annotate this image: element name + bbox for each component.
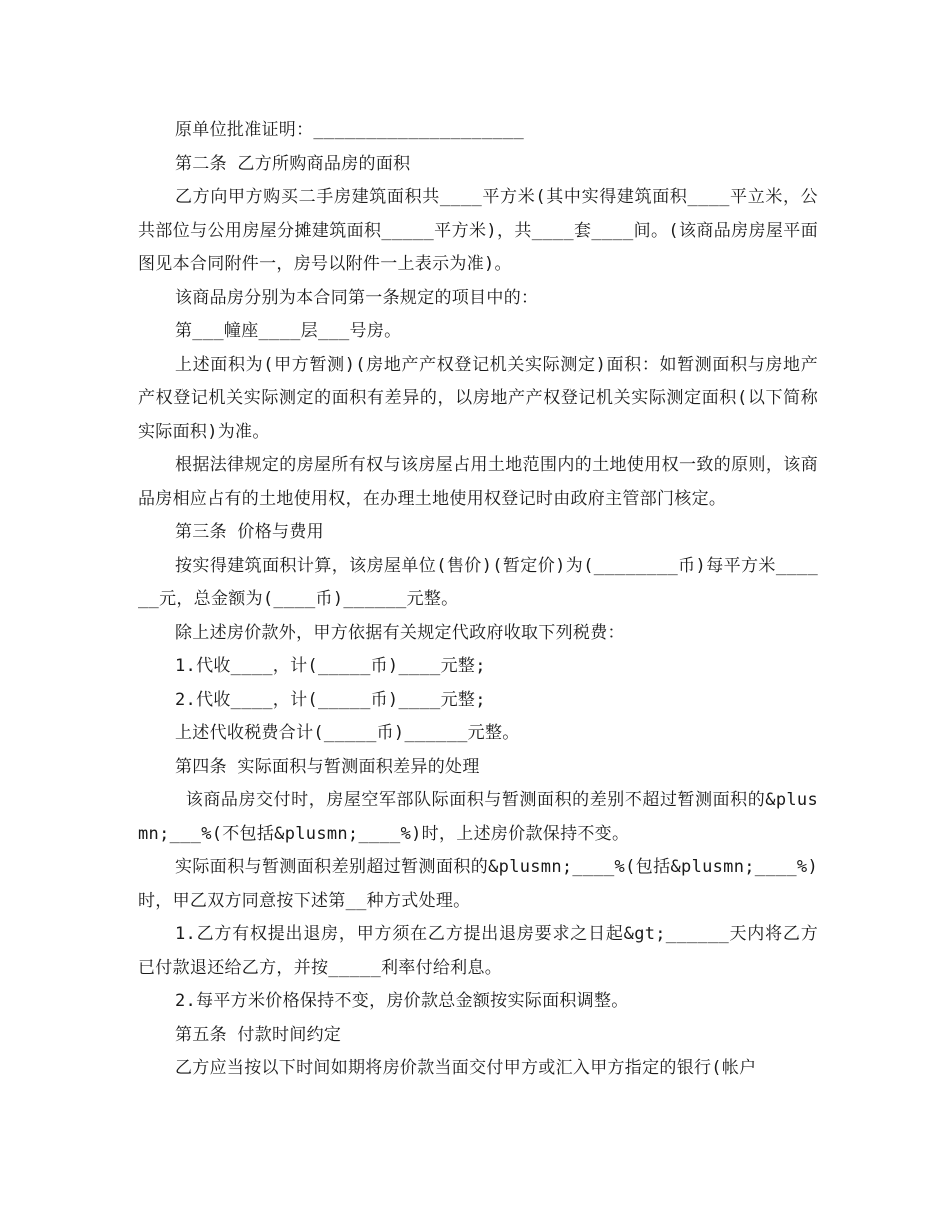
paragraph-approval-certificate: 原单位批准证明：____________________: [175, 120, 525, 140]
paragraph-tax-item-1: 1.代收____，计(_____币)____元整;: [175, 656, 486, 676]
paragraph-area-difference-within: 该商品房交付时，房屋空军部队际面积与暂测面积的差别不超过暂测面积的&plusmn;___%(不包括&plusmn;____%)时，上述房价款保持不变。: [138, 790, 818, 844]
article-3-heading: 第三条 价格与费用: [175, 522, 324, 542]
paragraph-option-adjust: 2.每平方米价格保持不变，房价款总金额按实际面积调整。: [175, 991, 629, 1011]
article-5-heading: 第五条 付款时间约定: [175, 1024, 342, 1045]
paragraph-option-refund: 1.乙方有权提出退房，甲方须在乙方提出退房要求之日起&gt;______天内将乙方已付款退还给乙方，并按_____利率付给利息。: [138, 924, 818, 978]
paragraph-taxes-intro: 除上述房价款外，甲方依据有关规定代政府收取下列税费：: [175, 622, 625, 643]
paragraph-unit-number: 第___幢座____层___号房。: [175, 321, 402, 341]
paragraph-purchase-area: 乙方向甲方购买二手房建筑面积共____平方米(其中实得建筑面积____平立米，公共部位与公用房屋分摊建筑面积_____平方米)，共____套____间。(该商品房房屋平面图见本合同附件一，房号以附件一上表示为准)。: [138, 187, 818, 274]
paragraph-tax-total: 上述代收税费合计(_____币)______元整。: [175, 723, 520, 743]
paragraph-land-use-right: 根据法律规定的房屋所有权与该房屋占用土地范围内的土地使用权一致的原则，该商品房相应占有的土地使用权，在办理土地使用权登记时由政府主管部门核定。: [138, 455, 818, 509]
paragraph-project-location: 该商品房分别为本合同第一条规定的项目中的：: [175, 287, 539, 308]
paragraph-tax-item-2: 2.代收____，计(_____币)____元整;: [175, 689, 486, 710]
paragraph-payment-schedule: 乙方应当按以下时间如期将房价款当面交付甲方或汇入甲方指定的银行(帐户: [175, 1058, 757, 1078]
paragraph-area-difference-exceeds: 实际面积与暂测面积差别超过暂测面积的&plusmn;____%(包括&plusmn;____%)时，甲乙双方同意按下述第__种方式处理。: [138, 857, 818, 911]
document-page: [138, 114, 818, 1086]
article-4-heading: 第四条 实际面积与暂测面积差异的处理: [175, 756, 480, 777]
article-2-heading: 第二条 乙方所购商品房的面积: [175, 153, 411, 174]
paragraph-measured-area: 上述面积为(甲方暂测)(房地产产权登记机关实际测定)面积：如暂测面积与房地产产权登记机关实际测定的面积有差异的，以房地产产权登记机关实际测定面积(以下简称实际面积)为准。: [138, 354, 818, 442]
paragraph-unit-price: 按实得建筑面积计算，该房屋单位(售价)(暂定价)为(________币)每平方米______元，总金额为(____币)______元整。: [138, 555, 818, 609]
